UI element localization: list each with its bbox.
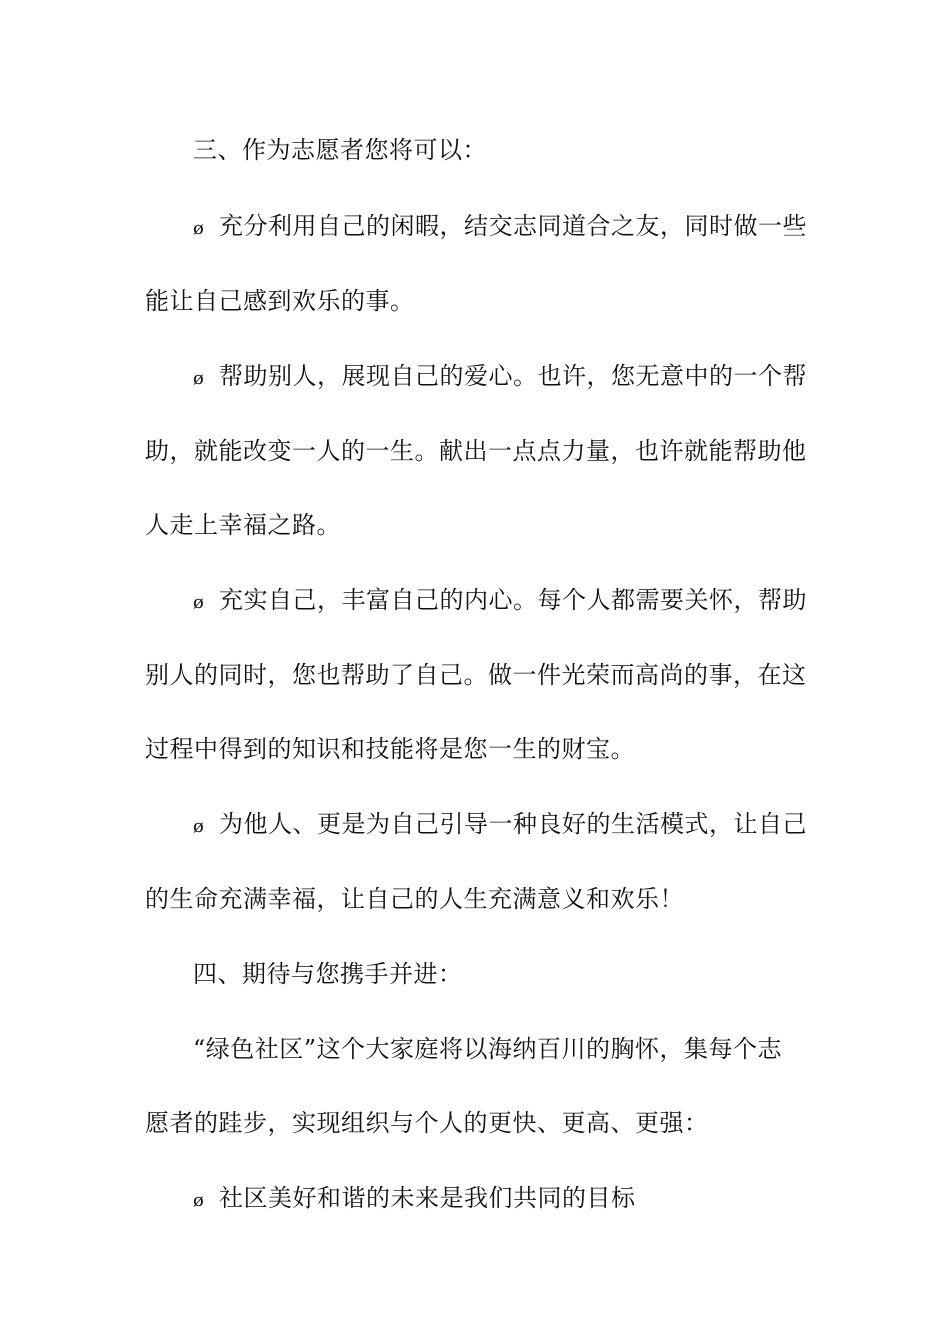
list-item-text: 帮助别人，展现自己的爱心。也许，您无意中的一个帮 — [219, 362, 807, 390]
list-item-3-line-3: 过程中得到的知识和技能将是您一生的财宝。 — [145, 735, 635, 763]
list-item-2-line-1 — [193, 360, 815, 395]
list-item-text: 社区美好和谐的未来是我们共同的目标 — [219, 1184, 636, 1212]
list-item-3-line-1 — [193, 584, 815, 619]
paragraph-line-1: “绿色社区”这个大家庭将以海纳百川的胸怀，集每个志 — [193, 1035, 783, 1063]
list-item-3-line-2: 别人的同时，您也帮助了自己。做一件光荣而高尚的事，在这 — [145, 661, 807, 689]
list-item-text: 为他人、更是为自己引导一种良好的生活模式，让自己 — [219, 810, 807, 838]
list-item-text: 充分利用自己的闲暇，结交志同道合之友，同时做一些 — [219, 212, 807, 240]
bullet-icon: ø — [193, 1190, 205, 1211]
list-item-1-line-1 — [193, 210, 815, 245]
bullet-icon: ø — [193, 592, 205, 613]
section-3-heading: 三、作为志愿者您将可以： — [193, 136, 487, 164]
list-item-1-line-2: 能让自己感到欢乐的事。 — [145, 287, 415, 315]
list-item-5-line-1 — [193, 1182, 815, 1217]
bullet-icon: ø — [193, 368, 205, 389]
list-item-4-line-1 — [193, 808, 815, 843]
paragraph-line-2: 愿者的跬步，实现组织与个人的更快、更高、更强： — [145, 1109, 709, 1137]
bullet-icon: ø — [193, 218, 205, 239]
list-item-text: 充实自己，丰富自己的内心。每个人都需要关怀，帮助 — [219, 586, 807, 614]
bullet-icon: ø — [193, 816, 205, 837]
list-item-4-line-2: 的生命充满幸福，让自己的人生充满意义和欢乐！ — [145, 885, 684, 913]
list-item-2-line-2: 助，就能改变一人的一生。献出一点点力量，也许就能帮助他 — [145, 437, 807, 465]
section-4-heading: 四、期待与您携手并进： — [193, 960, 463, 988]
list-item-2-line-3: 人走上幸福之路。 — [145, 511, 341, 539]
